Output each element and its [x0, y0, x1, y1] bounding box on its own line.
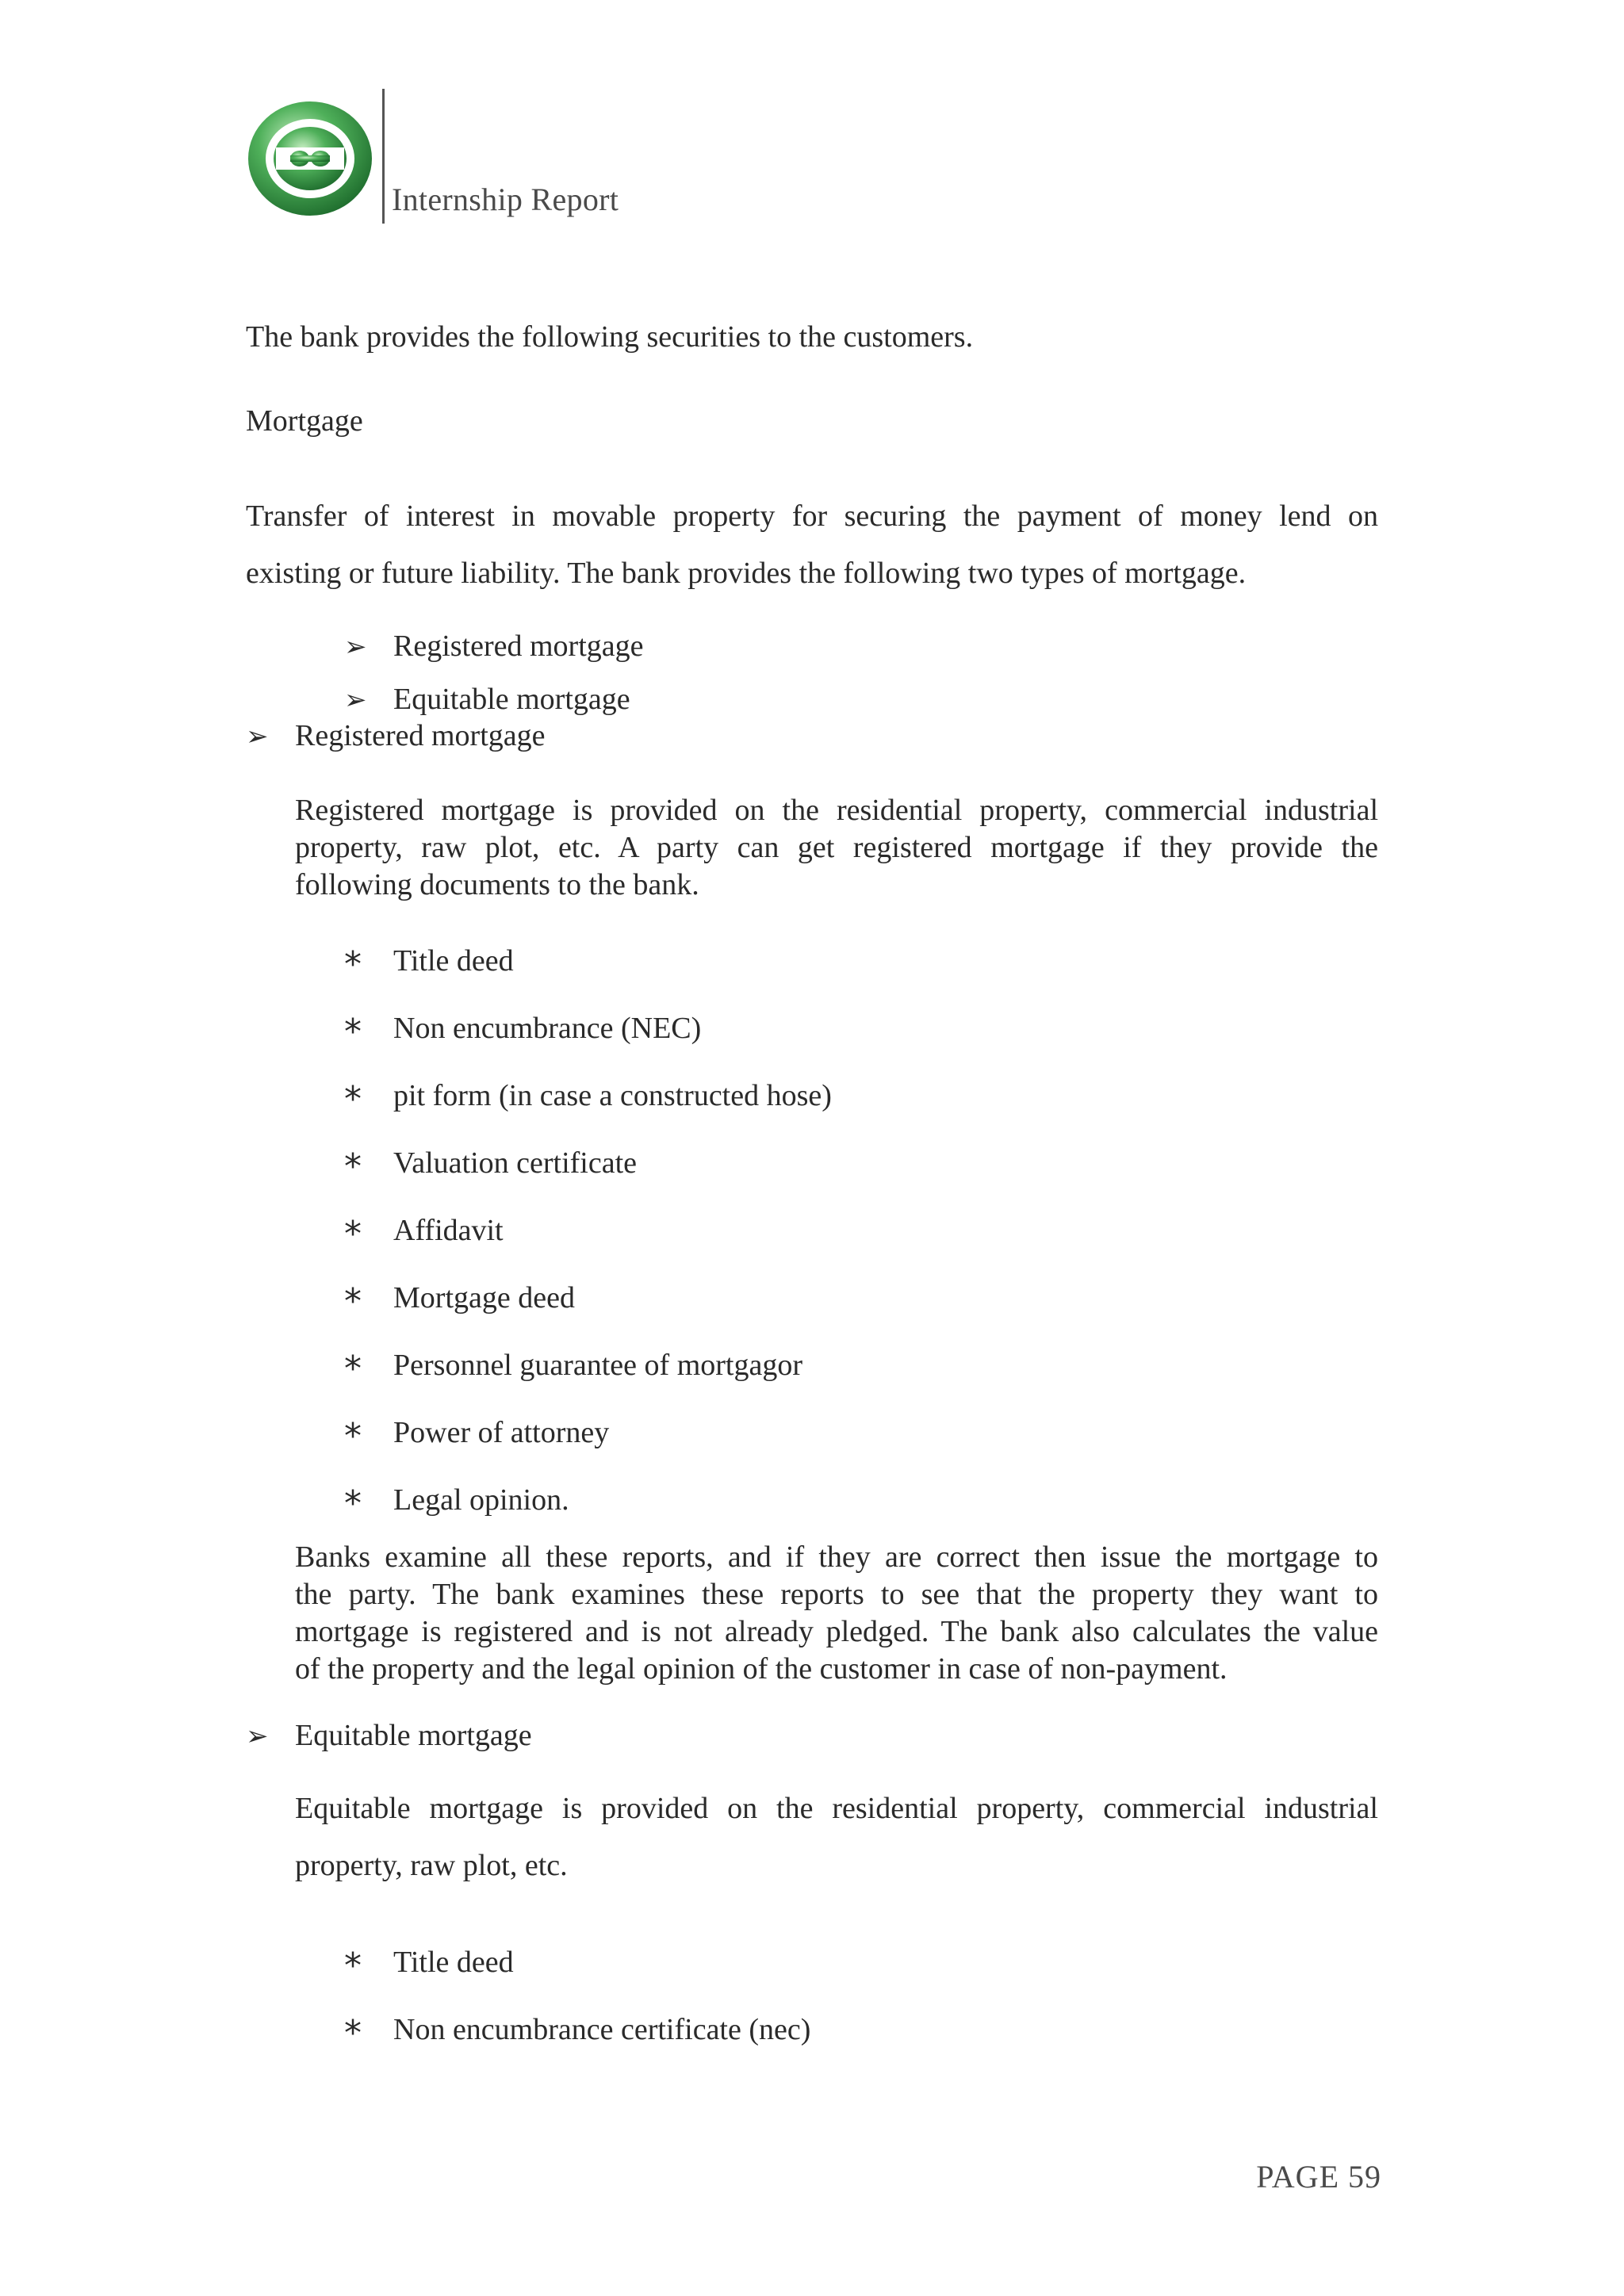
document-item: Legal opinion.	[393, 1483, 569, 1517]
document-item: Title deed	[393, 944, 514, 978]
document-item: Power of attorney	[393, 1416, 610, 1449]
document-item: Non encumbrance (NEC)	[393, 1012, 702, 1045]
equitable-description	[295, 1780, 1378, 1894]
description-line: property, raw plot, etc. A party can get registered mortgage if they provide the	[295, 831, 1378, 864]
document-item: Affidavit	[393, 1214, 504, 1247]
type-item: Registered mortgage	[393, 629, 644, 663]
document-item: Non encumbrance certificate (nec)	[393, 2013, 811, 2046]
equitable-heading: Equitable mortgage	[295, 1719, 532, 1752]
arrow-bullet-icon: ➢	[246, 1722, 269, 1751]
star-bullet-icon: *	[344, 1214, 362, 1254]
definition-paragraph	[246, 488, 1378, 602]
conclusion-line: mortgage is registered and is not already pledged. The bank also calculates the value	[295, 1615, 1378, 1648]
header-title: Internship Report	[392, 182, 619, 217]
star-bullet-icon: *	[344, 944, 362, 985]
document-item: Title deed	[393, 1946, 514, 1979]
conclusion-line: Banks examine all these reports, and if they are correct then issue the mortgage to	[295, 1540, 1378, 1574]
header-divider	[382, 89, 385, 224]
registered-heading: Registered mortgage	[295, 719, 546, 752]
star-bullet-icon: *	[344, 1483, 362, 1524]
mortgage-heading: Mortgage	[246, 404, 363, 438]
registered-description	[295, 792, 1378, 904]
document-item: Valuation certificate	[393, 1146, 638, 1180]
arrow-bullet-icon: ➢	[344, 686, 367, 715]
description-line: property, raw plot, etc.	[295, 1849, 568, 1882]
star-bullet-icon: *	[344, 1281, 362, 1322]
star-bullet-icon: *	[344, 2013, 362, 2053]
description-line: following documents to the bank.	[295, 868, 699, 901]
star-bullet-icon: *	[344, 1012, 362, 1052]
star-bullet-icon: *	[344, 1946, 362, 1986]
document-item: Personnel guarantee of mortgagor	[393, 1349, 802, 1382]
star-bullet-icon: *	[344, 1079, 362, 1119]
description-line: Equitable mortgage is provided on the residential property, commercial industrial	[295, 1792, 1378, 1825]
definition-line: Transfer of interest in movable property for securing the payment of money lend on	[246, 499, 1378, 533]
arrow-bullet-icon: ➢	[344, 633, 367, 662]
registered-conclusion	[295, 1539, 1378, 1688]
star-bullet-icon: *	[344, 1416, 362, 1456]
page-number: PAGE 59	[1256, 2159, 1381, 2195]
bank-logo-icon	[243, 95, 377, 222]
document-item: Mortgage deed	[393, 1281, 575, 1314]
definition-line: existing or future liability. The bank provides the following two types of mortgage.	[246, 557, 1247, 590]
intro-text: The bank provides the following securities to the customers.	[246, 320, 974, 354]
star-bullet-icon: *	[344, 1349, 362, 1389]
document-item: pit form (in case a constructed hose)	[393, 1079, 832, 1112]
page-header	[243, 89, 798, 228]
conclusion-line: the party. The bank examines these reports to see that the property they want to	[295, 1578, 1378, 1611]
type-item: Equitable mortgage	[393, 683, 630, 716]
star-bullet-icon: *	[344, 1146, 362, 1187]
arrow-bullet-icon: ➢	[246, 722, 269, 752]
description-line: Registered mortgage is provided on the residential property, commercial industrial	[295, 794, 1378, 827]
conclusion-line: of the property and the legal opinion of the customer in case of non-payment.	[295, 1652, 1228, 1686]
